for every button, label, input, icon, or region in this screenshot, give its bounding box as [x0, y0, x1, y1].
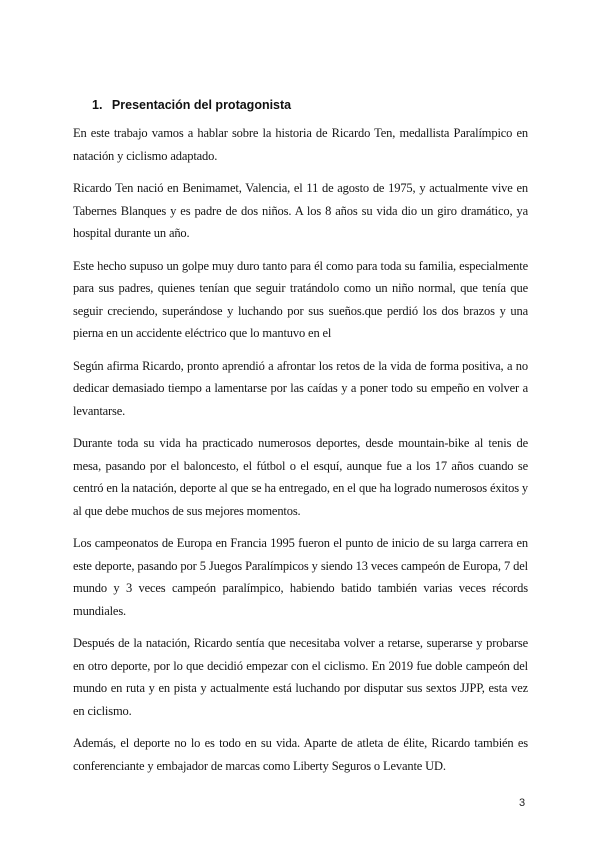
paragraph-attitude: Según afirma Ricardo, pronto aprendió a afrontar los retos de la vida de forma positiva, a no dedicar demasiado tiempo a lamentarse por las caídas y a poner todo su empeño en volver a levantarse. [73, 358, 528, 418]
paragraph-cycling: Después de la natación, Ricardo sentía que necesitaba volver a retarse, superarse y probarse en otro deporte, por lo que decidió empezar con el ciclismo. En 2019 fue doble campeón del mundo en ruta y en pista y actualmente está luchando por disputar sus sextos JJPP, esta vez en ciclismo. [73, 636, 528, 718]
paragraph-sports: Durante toda su vida ha practicado numerosos deportes, desde mountain-bike al tenis de mesa, pasando por el baloncesto, el fútbol o el esquí, aunque fue a los 17 años cuando se centró en la natación, deporte al que se ha entregado, en el que ha logrado numerosos éxitos y al que debe muchos de sus mejores momentos. [73, 436, 528, 518]
section-title: Presentación del protagonista [111, 98, 292, 112]
page-number: 3 [519, 797, 526, 809]
paragraph-birth: Ricardo Ten nació en Benimamet, Valencia, el 11 de agosto de 1975, y actualmente vive en Tabernes Blanques y es padre de dos niños. A los 8 años su vida dio un giro dramático, ya hospital durante un año. [73, 181, 528, 240]
paragraph-family: Este hecho supuso un golpe muy duro tanto para él como para toda su familia, especialmente para sus padres, quienes tenían que seguir tratándolo como un niño normal, que tenía que seguir creciendo, superándose y luchando por sus sueños.que perdió los dos brazos y una pierna en un accidente eléctrico que lo mantuvo en el [73, 258, 528, 340]
body-text [73, 122, 528, 787]
paragraph-ambassador: Además, el deporte no lo es todo en su vida. Aparte de atleta de élite, Ricardo también es conferenciante y embajador de marcas como Liberty Seguros o Levante UD. [73, 736, 528, 773]
paragraph-intro: En este trabajo vamos a hablar sobre la historia de Ricardo Ten, medallista Paralímpico en natación y ciclismo adaptado. [73, 126, 528, 163]
section-number: 1. [92, 98, 103, 112]
paragraph-championships: Los campeonatos de Europa en Francia 1995 fueron el punto de inicio de su larga carrera en este deporte, pasando por 5 Juegos Paralímpicos y siendo 13 veces campeón de Europa, 7 del mundo y 3 veces campeón paralímpico, habiendo batido también varias veces récords mundiales. [73, 536, 528, 618]
section-heading [92, 98, 291, 112]
